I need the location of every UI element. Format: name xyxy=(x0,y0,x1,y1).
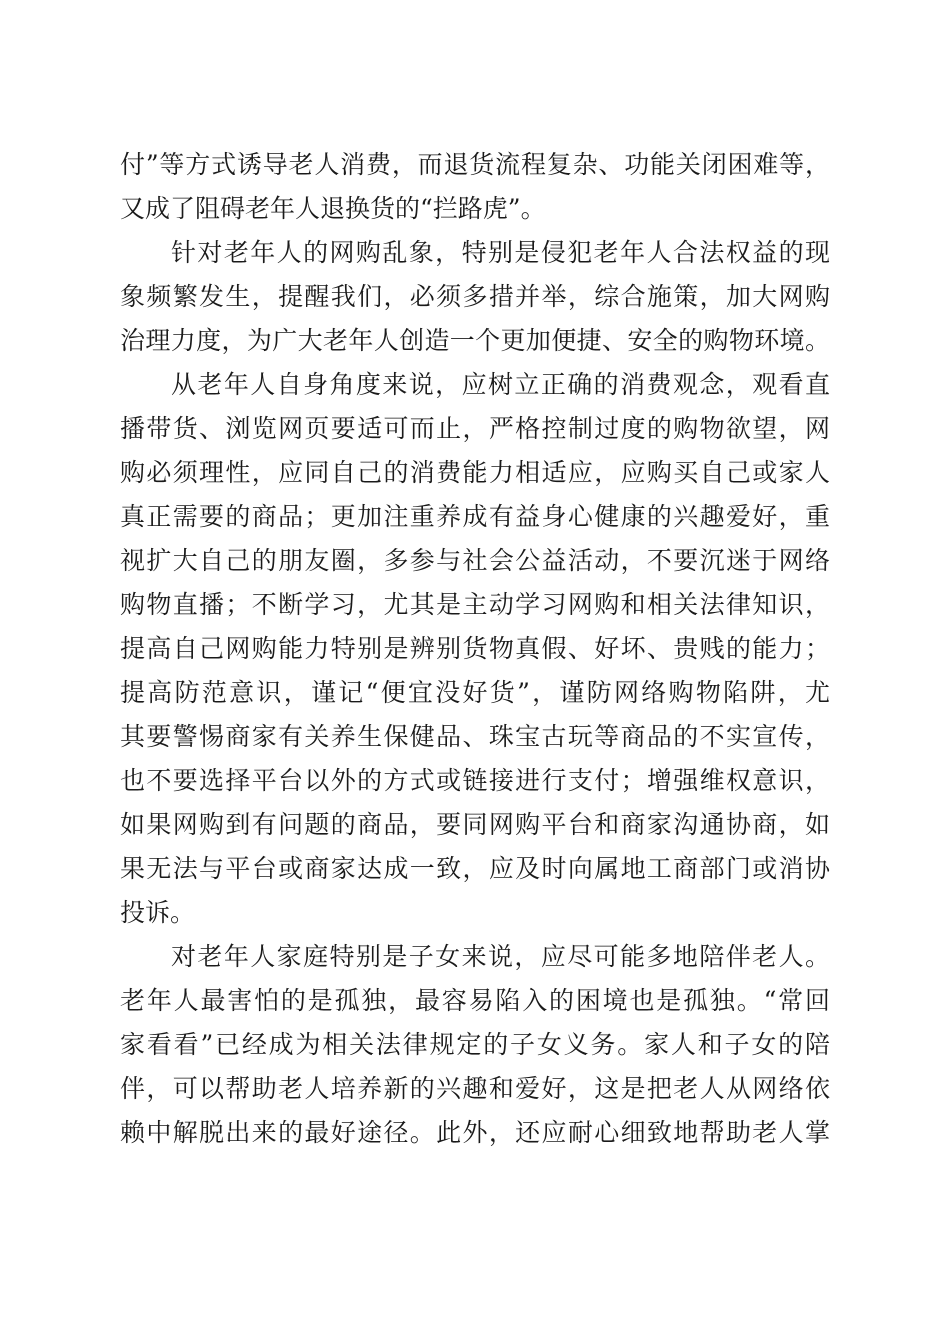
text-line: 对老年人家庭特别是子女来说，应尽可能多地陪伴老人。 xyxy=(171,942,830,971)
text-line: 购物直播；不断学习，尤其是主动学习网购和相关法律知识， xyxy=(120,590,830,619)
text-line: 投诉。 xyxy=(120,898,196,927)
text-line: 播带货、浏览网页要适可而止，严格控制过度的购物欲望，网 xyxy=(120,414,830,443)
text-line: 赖中解脱出来的最好途径。此外，还应耐心细致地帮助老人掌 xyxy=(120,1118,830,1147)
text-line: 视扩大自己的朋友圈，多参与社会公益活动，不要沉迷于网络 xyxy=(120,546,830,575)
text-line: 购必须理性，应同自己的消费能力相适应，应购买自己或家人 xyxy=(120,458,830,487)
text-line: 付”等方式诱导老人消费，而退货流程复杂、功能关闭困难等， xyxy=(120,150,830,179)
text-line: 又成了阻碍老年人退换货的“拦路虎”。 xyxy=(120,194,546,223)
text-line: 其要警惕商家有关养生保健品、珠宝古玩等商品的不实宣传， xyxy=(120,722,830,751)
text-line: 家看看”已经成为相关法律规定的子女义务。家人和子女的陪 xyxy=(120,1030,830,1059)
text-line: 伴，可以帮助老人培养新的兴趣和爱好，这是把老人从网络依 xyxy=(120,1074,830,1103)
text-line: 治理力度，为广大老年人创造一个更加便捷、安全的购物环境。 xyxy=(120,326,830,355)
text-line: 从老年人自身角度来说，应树立正确的消费观念，观看直 xyxy=(171,370,830,399)
text-line: 提高防范意识，谨记“便宜没好货”，谨防网络购物陷阱，尤 xyxy=(120,678,830,707)
text-line: 也不要选择平台以外的方式或链接进行支付；增强维权意识， xyxy=(120,766,830,795)
text-line: 针对老年人的网购乱象，特别是侵犯老年人合法权益的现 xyxy=(171,238,830,267)
text-line: 真正需要的商品；更加注重养成有益身心健康的兴趣爱好，重 xyxy=(120,502,830,531)
text-line: 老年人最害怕的是孤独，最容易陷入的困境也是孤独。“常回 xyxy=(120,986,830,1015)
text-line: 提高自己网购能力特别是辨别货物真假、好坏、贵贱的能力； xyxy=(120,634,830,663)
text-line: 如果网购到有问题的商品，要同网购平台和商家沟通协商，如 xyxy=(120,810,830,839)
text-line: 果无法与平台或商家达成一致，应及时向属地工商部门或消协 xyxy=(120,854,830,883)
text-line: 象频繁发生，提醒我们，必须多措并举，综合施策，加大网购 xyxy=(120,282,830,311)
